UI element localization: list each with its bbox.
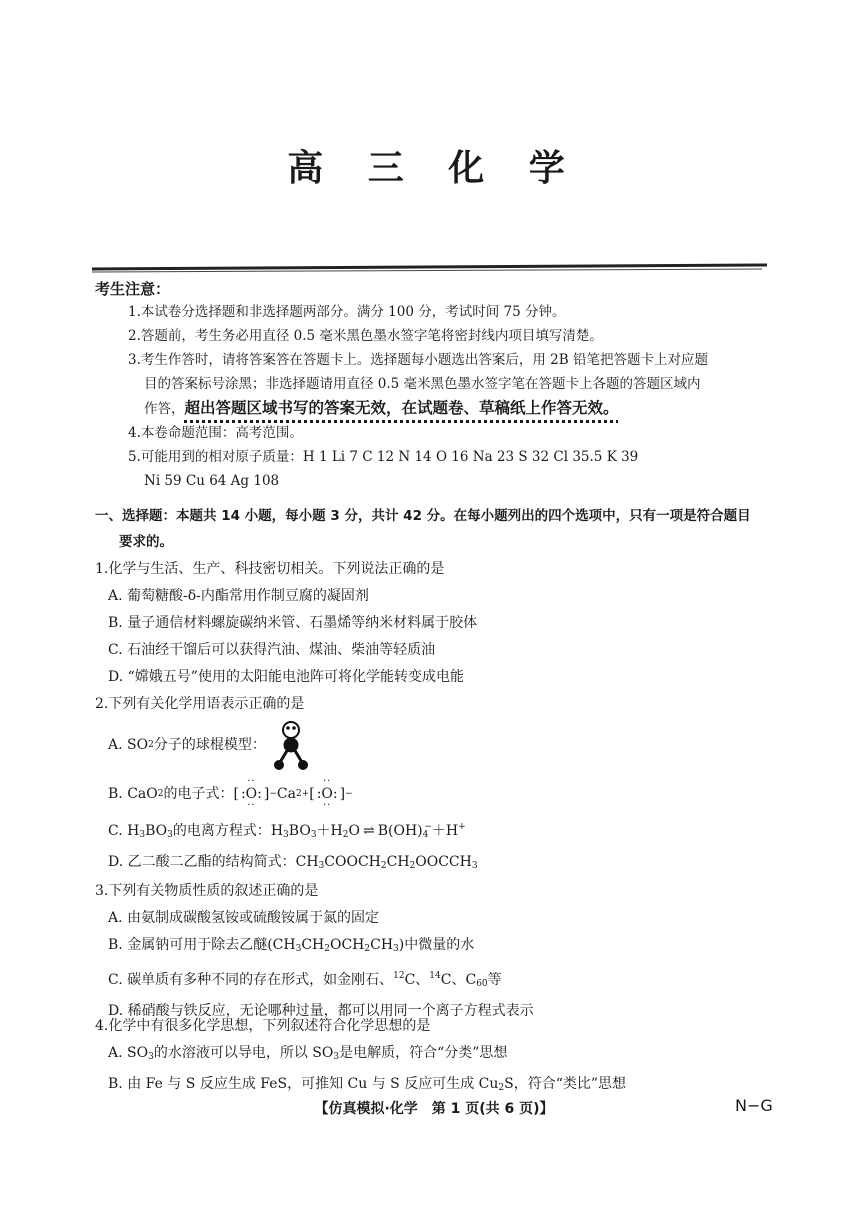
q2-b-sub: 2 <box>157 788 164 799</box>
notice-heading: 考生注意： <box>95 280 171 298</box>
q2-b-bracket: ] <box>263 785 270 802</box>
s: 3 <box>283 830 289 840</box>
t: OOCCH <box>415 854 472 870</box>
notice-list <box>128 300 768 493</box>
notice-item-1: 1.本试卷分选择题和非选择题两部分。满分 100 分，考试时间 75 分钟。 <box>128 304 566 320</box>
q2-b-charge: − <box>269 788 277 799</box>
t: B(OH) <box>377 823 423 839</box>
q1-option-c: C. 石油经干馏后可以获得汽油、煤油、柴油等轻质油 <box>108 642 436 658</box>
s: 3 <box>471 861 478 871</box>
question-2 <box>95 691 785 880</box>
s: + <box>458 822 466 832</box>
page-title: 高 三 化 学 <box>287 147 581 189</box>
notice-item-3-end <box>128 396 768 421</box>
t: CH <box>386 854 410 870</box>
notice-item-5-cont: Ni 59 Cu 64 Ag 108 <box>144 473 280 489</box>
q2-b-charge-2: − <box>345 788 353 799</box>
q2-b-o1: O <box>245 786 258 802</box>
so2-ball-stick-model <box>270 716 314 774</box>
q2-b-bracket-3: ] <box>339 785 346 802</box>
s: 3 <box>333 1052 340 1062</box>
q1-option-a: A. 葡萄糖酸-δ-内酯常用作制豆腐的凝固剂 <box>108 588 369 604</box>
section-line-1: 一、选择题：本题共 14 小题，每小题 3 分，共计 42 分。在每小题列出的四个选项中，只有一项是符合题目 <box>95 508 751 524</box>
t: CH <box>370 937 394 953</box>
t: ＋H <box>316 823 343 839</box>
notice-item-5: 5.可能用到的相对原子质量：H 1 Li 7 C 12 N 14 O 16 Na 23 S 32 Cl 35.5 K 39 <box>128 449 639 465</box>
t: )中微量的水 <box>398 937 475 953</box>
q3-stem: 3.下列有关物质性质的叙述正确的是 <box>95 883 319 899</box>
q2-b-ca-charge: 2+ <box>295 788 310 799</box>
notice-item-4: 4.本卷命题范围：高考范围。 <box>128 425 303 441</box>
oxygen-lewis-right: ·· :O: ·· <box>316 776 338 811</box>
q1-option-d: D. “嫦娥五号”使用的太阳能电池阵可将化学能转变成电能 <box>108 669 464 685</box>
q3-option-d: D. 稀硝酸与铁反应，无论哪种过量，都可以用同一个离子方程式表示 <box>108 1003 534 1019</box>
t: B. 由 Fe 与 S 反应生成 FeS，可推知 Cu 与 S 反应可生成 Cu <box>108 1076 499 1092</box>
section-line-2: 要求的。 <box>119 534 173 550</box>
t: C、 <box>404 972 430 988</box>
q4-stem: 4.化学中有很多化学思想，下列叙述符合化学思想的是 <box>95 1018 431 1034</box>
t: OCH <box>329 937 365 953</box>
q1-stem: 1.化学与生活、生产、科技密切相关。下列说法正确的是 <box>95 561 445 577</box>
s: 3 <box>318 861 325 871</box>
notice-item-3-cont: 目的答案标号涂黑；非选择题请用直径 0.5 毫米黑色墨水签字笔在答题卡上各题的答题区域内 <box>144 376 701 392</box>
t: B. 金属钠可用于除去乙醚(CH <box>108 937 296 953</box>
header-rule <box>92 262 767 274</box>
t: 等 <box>487 972 502 988</box>
t: O <box>348 823 360 839</box>
t: S，符合“类比”思想 <box>504 1076 627 1092</box>
q2-b-text: B. CaO <box>108 785 158 802</box>
s: 3 <box>310 830 317 840</box>
equilibrium-arrow: ⇌ <box>362 823 375 839</box>
t: C. 碳单质有多种不同的存在形式，如金刚石、 <box>108 972 394 988</box>
page-footer: 【仿真模拟·化学 第 1 页(共 6 页)】 <box>314 1101 554 1117</box>
q1-option-b: B. 量子通信材料螺旋碳纳米管、石墨烯等纳米材料属于胶体 <box>108 615 478 631</box>
q2-a-text-2: 分子的球棍模型： <box>153 736 266 753</box>
s: 14 <box>429 971 441 981</box>
q3-option-c <box>95 963 785 998</box>
q3-option-a: A. 由氨制成碳酸氢铵或硫酸铵属于氮的固定 <box>108 910 380 926</box>
q2-a-text: A. SO <box>108 736 149 753</box>
t: A. SO <box>108 1045 149 1061</box>
q2-b-o2: O <box>321 786 333 802</box>
t: BO <box>288 823 311 839</box>
t: COOCH <box>324 854 381 870</box>
notice-item-3-prefix: 作答， <box>144 401 185 417</box>
s: 2 <box>364 944 371 954</box>
s: 2 <box>498 1083 505 1093</box>
q2-a-sub: 2 <box>148 739 154 750</box>
s: 3 <box>295 944 302 954</box>
s: 3 <box>139 830 146 840</box>
q2-option-a <box>95 718 785 772</box>
question-4 <box>95 1013 785 1102</box>
s: 2 <box>324 944 330 954</box>
s: 3 <box>167 830 173 840</box>
q2-b-bracket-2: [ <box>309 785 315 802</box>
q2-b-text-2: 的电子式：[ <box>163 785 239 802</box>
s: 12 <box>393 971 405 981</box>
t: C、C <box>440 972 477 988</box>
t: 的电离方程式：H <box>172 823 284 839</box>
oxygen-lewis-left: ·· :O: ·· <box>240 776 262 811</box>
question-1 <box>95 556 785 691</box>
q3-option-b <box>95 932 785 963</box>
q2-b-ca: Ca <box>276 785 296 802</box>
q2-option-c <box>95 814 785 849</box>
s: 2 <box>380 861 387 871</box>
paper-code: N−G <box>735 1096 773 1115</box>
q2-option-b <box>95 774 785 814</box>
notice-item-3: 3.考生作答时，请将答案答在答题卡上。选择题每小题选出答案后，用 2B 铅笔把答题卡上对应题 <box>128 352 708 368</box>
s: 3 <box>148 1052 154 1062</box>
q2-option-d <box>95 849 785 880</box>
s: 2 <box>409 861 416 871</box>
section-heading <box>95 503 785 555</box>
t: 的水溶液可以导电，所以 SO <box>153 1045 334 1061</box>
t: 是电解质，符合“分类”思想 <box>339 1045 508 1061</box>
question-3 <box>95 878 785 1025</box>
t: D. 乙二酸二乙酯的结构简式：CH <box>108 854 319 870</box>
s: 60 <box>476 979 488 989</box>
t: ＋H <box>431 823 459 839</box>
s: 4 <box>422 830 429 840</box>
notice-item-2: 2.答题前，考生务必用直径 0.5 毫米黑色墨水签字笔将密封线内项目填写清楚。 <box>128 328 603 344</box>
s: − <box>424 822 432 832</box>
s: 3 <box>393 944 399 954</box>
q4-option-a <box>95 1040 785 1071</box>
s: 2 <box>342 830 349 840</box>
t: C. H <box>108 823 140 839</box>
q2-stem: 2.下列有关化学用语表示正确的是 <box>95 696 305 712</box>
t: CH <box>301 937 325 953</box>
notice-emphasis: 超出答题区域书写的答案无效，在试题卷、草稿纸上作答无效。 <box>184 399 619 417</box>
t: BO <box>145 823 168 839</box>
